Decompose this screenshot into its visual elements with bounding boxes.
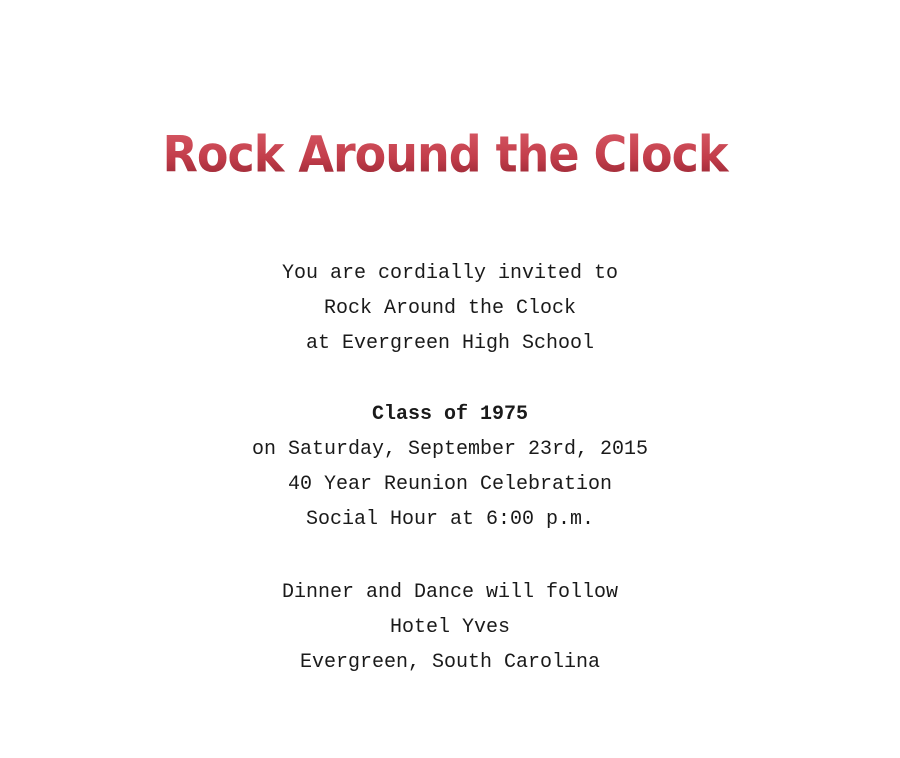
- class-year-line: Class of 1975: [371, 403, 529, 426]
- date-line: on Saturday, September 23rd, 2015: [251, 438, 649, 461]
- title-banner: [162, 112, 728, 192]
- reunion-line: 40 Year Reunion Celebration: [287, 473, 613, 496]
- social-hour-line: Social Hour at 6:00 p.m.: [305, 508, 595, 531]
- venue-line: at Evergreen High School: [305, 332, 595, 355]
- event-name-line: Rock Around the Clock: [323, 297, 577, 320]
- dinner-line: Dinner and Dance will follow: [281, 581, 619, 604]
- title-text: Rock Around the Clock: [162, 126, 728, 184]
- title-art: [162, 112, 728, 192]
- city-line: Evergreen, South Carolina: [299, 651, 601, 674]
- location-details: [0, 575, 900, 680]
- event-details: [0, 397, 900, 537]
- invite-line: You are cordially invited to: [281, 262, 619, 285]
- hotel-line: Hotel Yves: [389, 616, 511, 639]
- invite-intro: [0, 256, 900, 361]
